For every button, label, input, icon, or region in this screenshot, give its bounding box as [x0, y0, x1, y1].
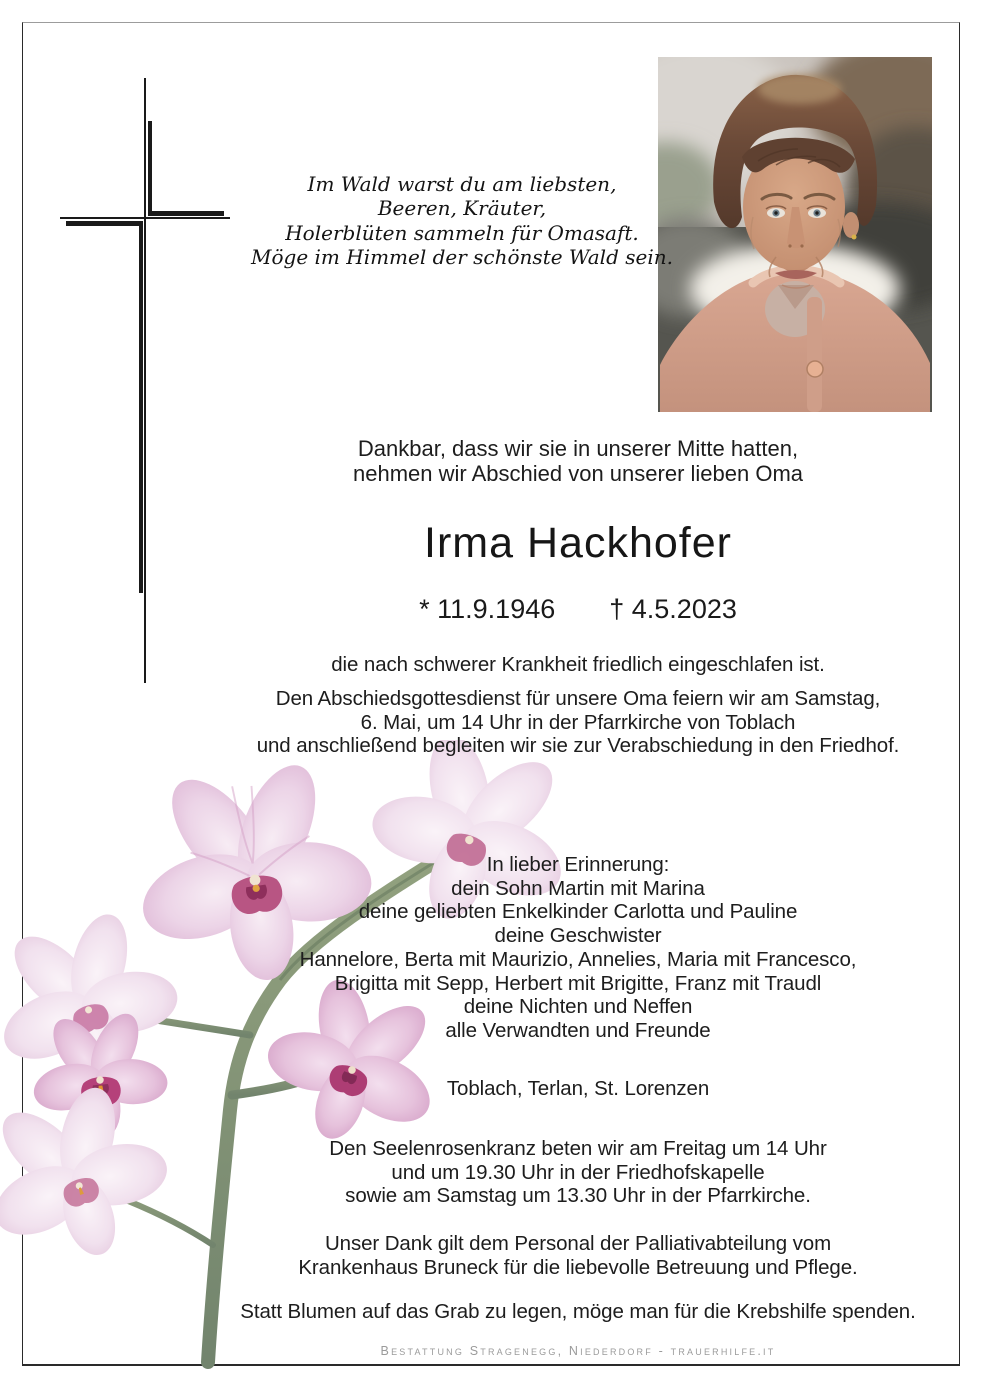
orchid-flowers-illustration [0, 740, 580, 1389]
service-announcement [196, 687, 960, 758]
birth-date: * 11.9.1946 [419, 594, 556, 624]
cross-line-horizontal-thick-right [148, 211, 224, 216]
deceased-name: Irma Hackhofer [424, 519, 732, 567]
remembrance-section [196, 853, 960, 1043]
remembrance-line: Brigitta mit Sepp, Herbert mit Brigitte, Franz mit Traudl [334, 971, 822, 995]
thanks-section [196, 1232, 960, 1279]
remembrance-line: deine Nichten und Neffen [463, 995, 693, 1019]
service-line: Den Abschiedsgottesdienst für unsere Oma feiern wir am Samstag, [275, 687, 881, 710]
remembrance-line: deine Geschwister [494, 924, 662, 948]
cross-line-horizontal-thick-left [66, 221, 143, 226]
poem-line: Im Wald warst du am liebsten, [307, 172, 617, 196]
service-line: und anschließend begleiten wir sie zur Verabschiedung in den Friedhof. [256, 734, 900, 758]
thanks-line: Krankenhaus Bruneck für die liebevolle Betreuung und Pflege. [298, 1255, 858, 1279]
service-line: 6. Mai, um 14 Uhr in der Pfarrkirche von Toblach [360, 710, 796, 734]
cross-line-vertical-thin [144, 78, 146, 683]
rosary-line: Den Seelenrosenkranz beten wir am Freitag um 14 Uhr [329, 1137, 827, 1160]
passing-text: die nach schwerer Krankheit friedlich eingeschlafen ist. [331, 653, 825, 676]
death-date: † 4.5.2023 [609, 594, 737, 624]
intro-line: nehmen wir Abschied von unserer lieben Oma [352, 460, 804, 486]
funeral-home-credit: Bestattung Stragenegg, Niederdorf - trauerhilfe.it [380, 1344, 776, 1358]
rosary-line: sowie am Samstag um 13.30 Uhr in der Pfarrkirche. [345, 1184, 811, 1208]
poem [232, 172, 692, 269]
thanks-line: Unser Dank gilt dem Personal der Palliativabteilung vom [324, 1232, 832, 1255]
poem-line: Holerblüten sammeln für Omasaft. [285, 220, 639, 245]
cross-line-vertical-thick-right [148, 121, 152, 215]
places-text: Toblach, Terlan, St. Lorenzen [446, 1077, 710, 1100]
portrait-photo [658, 57, 932, 412]
remembrance-line: dein Sohn Martin mit Marina [451, 876, 705, 900]
cross-line-horizontal-thin [60, 217, 230, 219]
cross-line-vertical-thick-left [139, 221, 143, 593]
donation-text: Statt Blumen auf das Grab zu legen, möge man für die Krebshilfe spenden. [240, 1300, 916, 1323]
intro-text [196, 437, 960, 486]
remembrance-line: Hannelore, Berta mit Maurizio, Annelies, Maria mit Francesco, [299, 947, 857, 971]
poem-line: Beeren, Kräuter, [377, 196, 547, 221]
poem-line: Möge im Himmel der schönste Wald sein. [251, 244, 673, 269]
intro-line: Dankbar, dass wir sie in unserer Mitte hatten, [357, 436, 799, 461]
remembrance-line: deine geliebten Enkelkinder Carlotta und Pauline [358, 900, 798, 924]
remembrance-line: alle Verwandten und Freunde [445, 1018, 711, 1042]
rosary-section [196, 1137, 960, 1208]
remembrance-line: In lieber Erinnerung: [486, 853, 670, 876]
life-dates [196, 594, 960, 624]
rosary-line: und um 19.30 Uhr in der Friedhofskapelle [391, 1160, 765, 1184]
